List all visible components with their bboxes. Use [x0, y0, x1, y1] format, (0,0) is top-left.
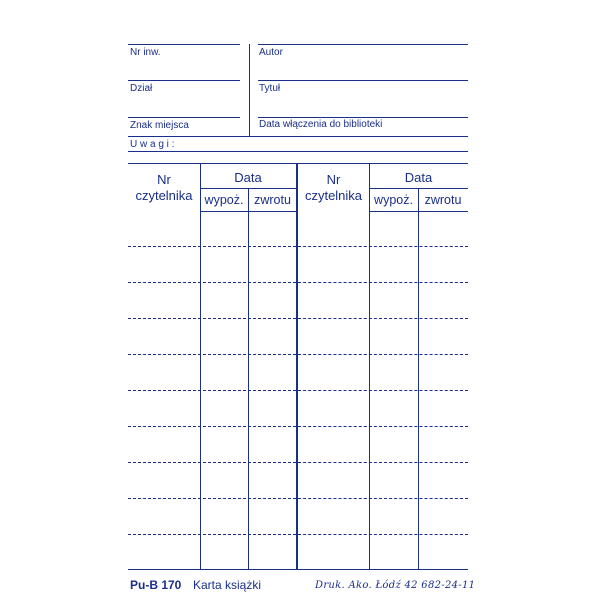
ruled-row — [298, 426, 468, 427]
title-line — [258, 80, 468, 81]
ruled-row — [128, 498, 296, 499]
left-reader-no-header-1: Nr — [157, 172, 171, 187]
remarks-top-line — [128, 136, 468, 137]
ruled-row — [298, 390, 468, 391]
table-top-border — [128, 163, 468, 164]
shelf-mark-label: Znak miejsca — [130, 120, 189, 131]
remarks-label: U w a g i : — [130, 139, 175, 150]
form-code: Pu-B 170 — [130, 578, 182, 592]
ruled-row — [128, 390, 296, 391]
ruled-row — [128, 534, 296, 535]
author-label: Autor — [259, 47, 283, 58]
left-returned-header: zwrotu — [254, 193, 291, 207]
ruled-row — [128, 318, 296, 319]
ruled-row — [128, 246, 296, 247]
ruled-row — [128, 462, 296, 463]
ruled-row — [298, 498, 468, 499]
printer-imprint: Druk. Ako. Łódź 42 682-24-11 — [315, 580, 476, 591]
right-returned-header: zwrotu — [424, 193, 462, 207]
right-borrowed-header: wypoż. — [374, 193, 413, 207]
ruled-row — [298, 246, 468, 247]
author-line — [258, 44, 468, 45]
form-name: Karta książki — [193, 578, 262, 592]
center-divider — [296, 163, 298, 569]
ruled-row — [298, 534, 468, 535]
right-reader-no-header-1: Nr — [326, 172, 341, 187]
right-reader-no-header-2: czytelnika — [304, 188, 363, 203]
right-date-header: Data — [404, 170, 433, 185]
remarks-line — [128, 151, 468, 152]
inventory-no-label: Nr inw. — [130, 47, 161, 58]
ruled-row — [128, 282, 296, 283]
department-line — [128, 80, 240, 81]
inventory-no-line — [128, 44, 240, 45]
left-date-header: Data — [234, 170, 262, 185]
date-added-label: Data włączenia do biblioteki — [259, 119, 383, 130]
title-label: Tytuł — [259, 83, 281, 94]
date-added-line — [258, 117, 468, 118]
department-label: Dział — [130, 83, 153, 94]
ruled-row — [128, 426, 296, 427]
top-divider — [249, 44, 250, 137]
ruled-row — [298, 282, 468, 283]
shelf-mark-line — [128, 117, 240, 118]
left-reader-no-header-2: czytelnika — [135, 188, 193, 203]
right-col-divider-1 — [369, 163, 370, 569]
left-col-divider-1 — [200, 163, 201, 569]
ruled-row — [298, 318, 468, 319]
ruled-row — [298, 462, 468, 463]
left-borrowed-header: wypoż. — [204, 193, 244, 207]
ruled-row — [128, 354, 296, 355]
ruled-row — [298, 354, 468, 355]
table-bottom-border — [128, 569, 468, 570]
